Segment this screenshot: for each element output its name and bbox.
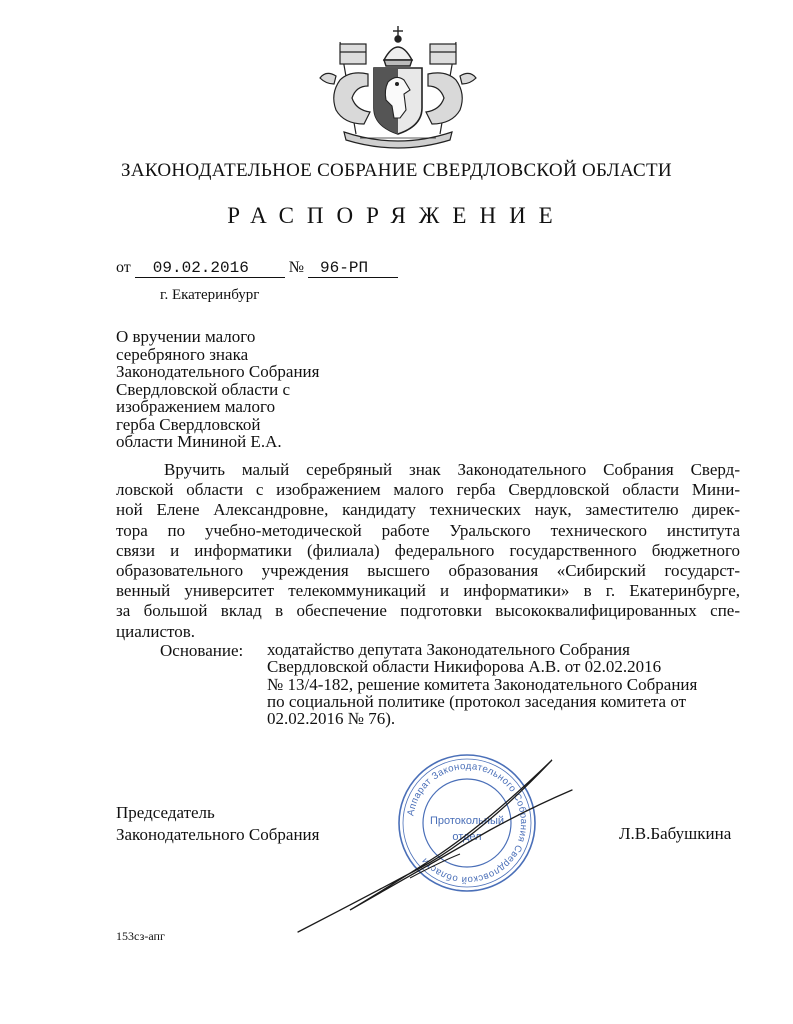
body-line: за большой вклад в обеспечение подготовки высококвалифицированных спе- [116, 601, 740, 621]
coat-of-arms-icon [300, 14, 496, 150]
body-line: образовательного учреждения высшего образования «Сибирский государст- [116, 561, 740, 581]
body-paragraph [116, 460, 740, 642]
subject-block [116, 328, 416, 451]
basis-line: Свердловской области Никифорова А.В. от 02.02.2016 [267, 657, 662, 677]
footer-code: 153сз-апг [116, 929, 165, 943]
basis-line: 02.02.2016 № 76). [267, 709, 396, 729]
body-line: ной Елене Александровне, кандидату технических наук, заместителю дирек- [116, 500, 740, 520]
basis-line: ходатайство депутата Законодательного Собрания [267, 640, 630, 659]
subject-line: герба Свердловской [116, 414, 261, 434]
document-date: 09.02.2016 [135, 260, 285, 278]
subject-line: О вручении малого [116, 327, 256, 346]
body-line: тора по учебно-методической работе Уральского технического института [116, 520, 740, 540]
body-line: связи и информатики (филиала) федерального государственного бюджетного [116, 540, 740, 560]
basis-line: по социальной политике (протокол заседания комитета от [267, 691, 687, 711]
document-number: 96-РП [308, 260, 398, 278]
city-line: г. Екатеринбург [160, 287, 260, 303]
signatory-title-line: Председатель [116, 803, 215, 822]
body-line: циалистов. [116, 621, 195, 641]
stamp-ring-text: Аппарат Законодательного Собрания Свердловской области [405, 760, 530, 886]
basis-label: Основание: [160, 641, 244, 660]
subject-line: серебряного знака [116, 344, 249, 364]
subject-line: Законодательного Собрания [116, 362, 320, 381]
subject-line: области Мининой Е.А. [116, 432, 282, 451]
document-type-title: РАСПОРЯЖЕНИЕ [227, 203, 566, 228]
signatory-title-line: Законодательного Собрания [116, 825, 320, 844]
subject-line: изображением малого [116, 397, 276, 416]
basis-text [267, 641, 737, 727]
body-line: Вручить малый серебряный знак Законодательного Собрания Сверд- [164, 460, 740, 479]
basis-line: № 13/4-182, решение комитета Законодательного Собрания [267, 674, 698, 694]
signatory-title [116, 802, 319, 846]
body-line: ловской области с изображением малого герба Свердловской области Мини- [116, 480, 740, 500]
subject-line: Свердловской области с [116, 379, 291, 399]
date-prefix: от [116, 259, 131, 276]
body-line: венный университет телекоммуникаций и информатики» в г. Екатеринбурге, [116, 581, 740, 601]
date-number-line [116, 259, 398, 278]
stamp-center-line: Протокольный [429, 815, 505, 827]
signatory-name: Л.В.Бабушкина [619, 824, 732, 843]
organization-title: ЗАКОНОДАТЕЛЬНОЕ СОБРАНИЕ СВЕРДЛОВСКОЙ ОБЛАСТИ [121, 160, 672, 181]
number-prefix: № [288, 259, 305, 276]
handwritten-signature [290, 750, 580, 940]
stamp-center-line: отдел [452, 831, 482, 843]
